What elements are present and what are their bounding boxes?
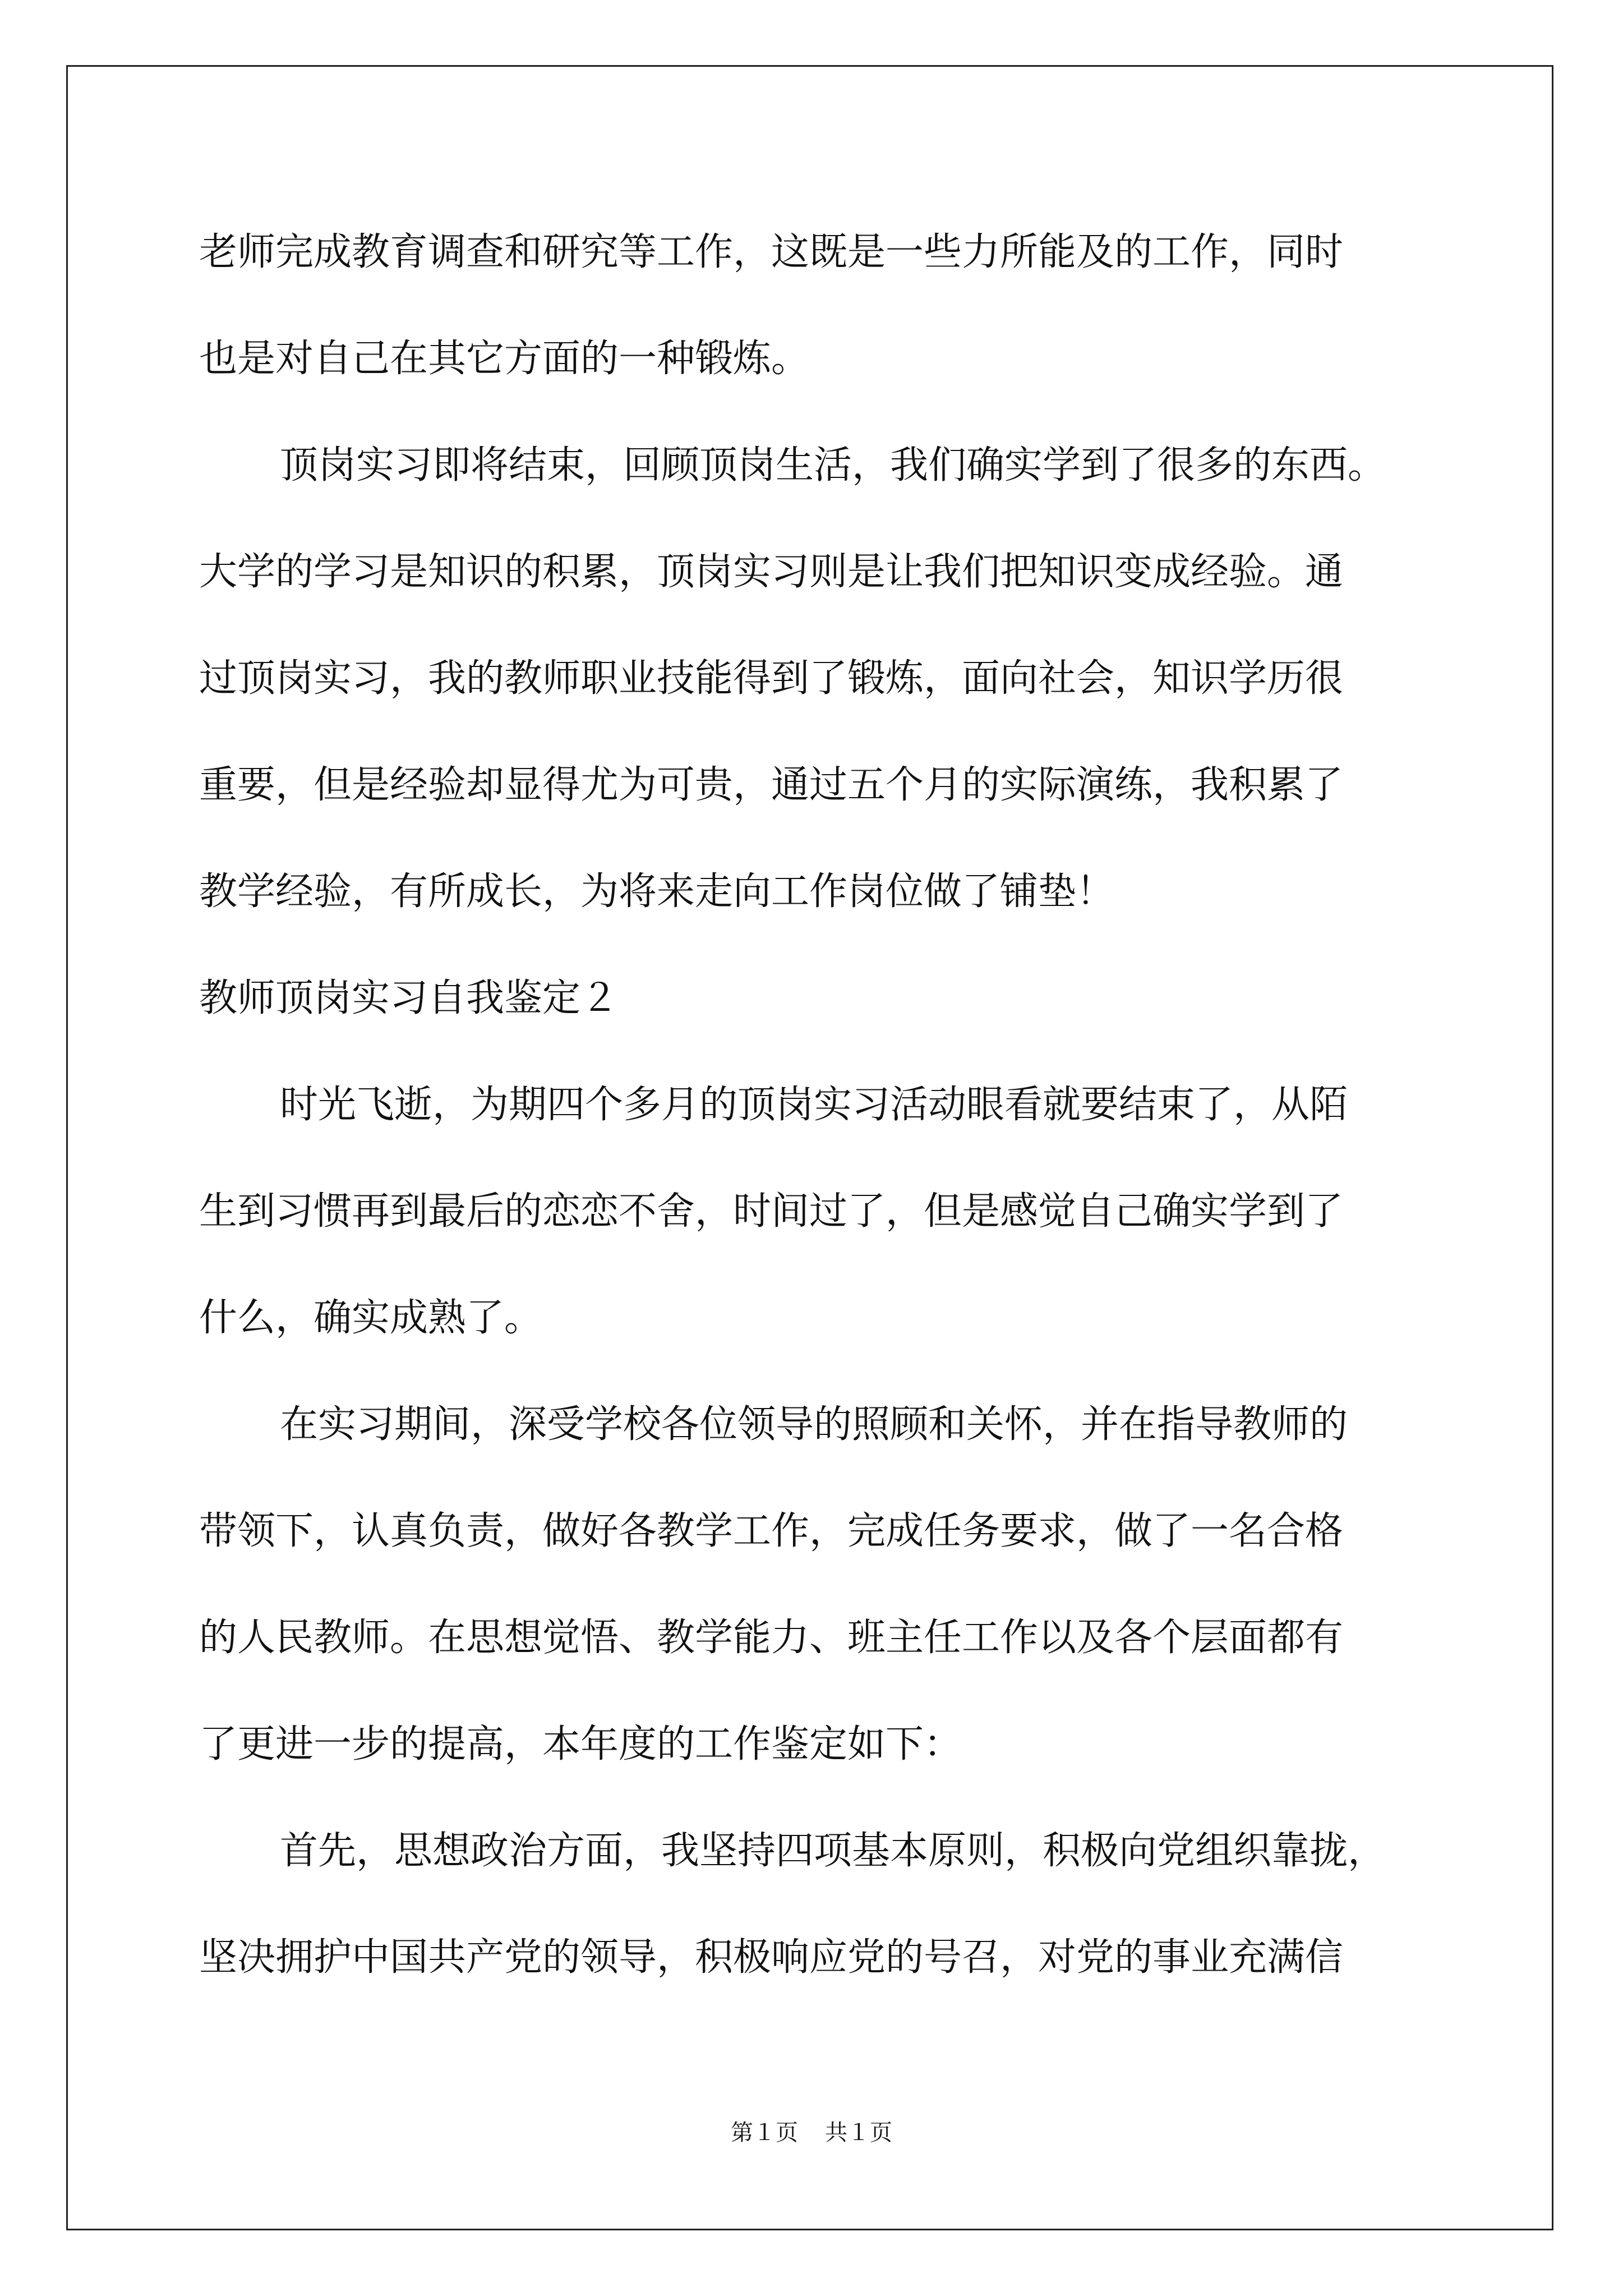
paragraph xyxy=(199,1372,1433,1798)
page-footer xyxy=(0,2115,1623,2147)
text-line: 重要，但是经验却显得尤为可贵，通过五个月的实际演练，我积累了 xyxy=(199,763,1344,807)
text-line: 首先，思想政治方面，我坚持四项基本原则，积极向党组织靠拢， xyxy=(280,1829,1386,1873)
text-line: 教学经验，有所成长，为将来走向工作岗位做了铺垫！ xyxy=(199,869,1115,914)
text-line: 过顶岗实习，我的教师职业技能得到了锻炼，面向社会，知识学历很 xyxy=(199,656,1344,701)
page-number: 第１页 xyxy=(731,2120,798,2146)
paragraph xyxy=(199,199,1433,412)
paragraph xyxy=(199,1052,1433,1372)
section-heading xyxy=(199,945,1433,1052)
document-body xyxy=(199,199,1433,2011)
text-line: 老师完成教育调查和研究等工作，这既是一些力所能及的工作，同时 xyxy=(199,230,1344,274)
text-line: 时光飞逝，为期四个多月的顶岗实习活动眼看就要结束了，从陌 xyxy=(280,1083,1348,1127)
text-line: 大学的学习是知识的积累，顶岗实习则是让我们把知识变成经验。通 xyxy=(199,550,1344,594)
page-total: 共１页 xyxy=(825,2120,892,2146)
text-line: 什么，确实成熟了。 xyxy=(199,1296,543,1340)
paragraph xyxy=(199,412,1433,945)
text-line: 的人民教师。在思想觉悟、教学能力、班主任工作以及各个层面都有 xyxy=(199,1616,1344,1660)
text-line: 生到习惯再到最后的恋恋不舍，时间过了，但是感觉自己确实学到了 xyxy=(199,1189,1344,1234)
text-line: 也是对自己在其它方面的一种锻炼。 xyxy=(199,337,810,381)
paragraph xyxy=(199,1798,1433,2011)
text-line: 在实习期间，深受学校各位领导的照顾和关怀，并在指导教师的 xyxy=(280,1402,1348,1447)
heading-text: 教师顶岗实习自我鉴定２ xyxy=(199,976,619,1020)
text-line: 带领下，认真负责，做好各教学工作，完成任务要求，做了一名合格 xyxy=(199,1509,1344,1553)
text-line: 坚决拥护中国共产党的领导，积极响应党的号召，对党的事业充满信 xyxy=(199,1935,1344,1980)
text-line: 顶岗实习即将结束，回顾顶岗生活，我们确实学到了很多的东西。 xyxy=(280,443,1386,487)
text-line: 了更进一步的提高，本年度的工作鉴定如下： xyxy=(199,1722,962,1766)
